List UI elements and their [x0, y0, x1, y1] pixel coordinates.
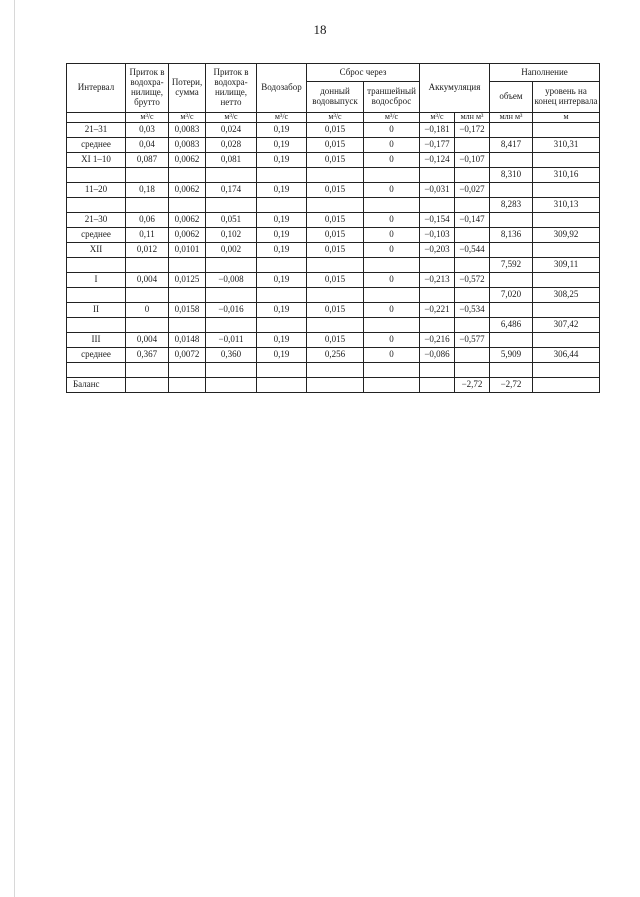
table-row — [67, 273, 600, 288]
table-row — [67, 138, 600, 153]
value-cell — [206, 318, 257, 333]
value-cell — [364, 258, 420, 273]
value-cell — [257, 168, 307, 183]
value-cell: 0,19 — [257, 303, 307, 318]
value-cell: −0,572 — [455, 273, 490, 288]
value-cell: 0,002 — [206, 243, 257, 258]
header-inflow-gross: Приток в водохра-нилище, брутто — [126, 64, 169, 113]
value-cell: 0,015 — [307, 123, 364, 138]
value-cell: 309,92 — [533, 228, 600, 243]
value-cell — [533, 243, 600, 258]
interval-cell: среднее — [67, 348, 126, 363]
value-cell: 0,015 — [307, 153, 364, 168]
value-cell: 0 — [364, 333, 420, 348]
value-cell: −0,203 — [420, 243, 455, 258]
page-edge — [14, 0, 15, 897]
value-cell — [126, 168, 169, 183]
value-cell — [420, 363, 455, 378]
value-cell — [533, 123, 600, 138]
table-body — [67, 123, 600, 393]
value-cell: 0,015 — [307, 138, 364, 153]
interval-cell: I — [67, 273, 126, 288]
value-cell: 0,0062 — [169, 153, 206, 168]
value-cell: 0,367 — [126, 348, 169, 363]
value-cell — [169, 198, 206, 213]
value-cell — [307, 198, 364, 213]
value-cell: 0,015 — [307, 303, 364, 318]
value-cell: 0,0083 — [169, 138, 206, 153]
value-cell — [490, 273, 533, 288]
value-cell: 0,015 — [307, 228, 364, 243]
value-cell — [455, 198, 490, 213]
value-cell — [206, 378, 257, 393]
units-row — [67, 113, 600, 123]
value-cell: 0 — [364, 123, 420, 138]
value-cell — [533, 183, 600, 198]
value-cell — [455, 258, 490, 273]
interval-cell: 21–31 — [67, 123, 126, 138]
header-inflow-net: Приток в водохра-нилище, нетто — [206, 64, 257, 113]
header-level-end: уровень на конец интервала — [533, 82, 600, 113]
header-volume: объем — [490, 82, 533, 113]
value-cell: 0,051 — [206, 213, 257, 228]
value-cell: 0 — [364, 138, 420, 153]
value-cell: 0,19 — [257, 138, 307, 153]
value-cell — [169, 378, 206, 393]
value-cell: 307,42 — [533, 318, 600, 333]
value-cell: 0,19 — [257, 213, 307, 228]
value-cell — [307, 288, 364, 303]
value-cell — [206, 198, 257, 213]
value-cell — [455, 168, 490, 183]
value-cell — [364, 378, 420, 393]
value-cell — [364, 318, 420, 333]
value-cell: 0,19 — [257, 228, 307, 243]
value-cell: −0,016 — [206, 303, 257, 318]
table-row — [67, 243, 600, 258]
value-cell — [490, 213, 533, 228]
value-cell: 0,18 — [126, 183, 169, 198]
value-cell: 0,19 — [257, 348, 307, 363]
value-cell: 8,283 — [490, 198, 533, 213]
value-cell: 0,174 — [206, 183, 257, 198]
value-cell — [257, 378, 307, 393]
value-cell — [206, 168, 257, 183]
value-cell: 0,360 — [206, 348, 257, 363]
value-cell: 0,012 — [126, 243, 169, 258]
value-cell — [455, 363, 490, 378]
value-cell: 0,102 — [206, 228, 257, 243]
table-row — [67, 183, 600, 198]
value-cell — [206, 363, 257, 378]
value-cell — [206, 258, 257, 273]
value-cell: 0,015 — [307, 243, 364, 258]
interval-cell — [67, 258, 126, 273]
value-cell: −0,181 — [420, 123, 455, 138]
value-cell: 8,417 — [490, 138, 533, 153]
unit-cell: м³/с — [169, 113, 206, 123]
value-cell: −2,72 — [490, 378, 533, 393]
table-row — [67, 348, 600, 363]
value-cell: 0 — [126, 303, 169, 318]
interval-cell: среднее — [67, 138, 126, 153]
value-cell — [126, 198, 169, 213]
table-row — [67, 198, 600, 213]
value-cell — [490, 363, 533, 378]
value-cell: 0,0062 — [169, 228, 206, 243]
value-cell: 0,024 — [206, 123, 257, 138]
value-cell — [455, 138, 490, 153]
value-cell: −0,008 — [206, 273, 257, 288]
interval-cell: XI 1–10 — [67, 153, 126, 168]
page-number: 18 — [313, 22, 327, 37]
header-accumulation: Аккумуляция — [420, 64, 490, 113]
value-cell — [307, 318, 364, 333]
interval-cell — [67, 198, 126, 213]
value-cell — [455, 348, 490, 363]
value-cell: 0,06 — [126, 213, 169, 228]
value-cell — [420, 258, 455, 273]
value-cell: 0,19 — [257, 183, 307, 198]
value-cell: 0 — [364, 243, 420, 258]
table-row — [67, 303, 600, 318]
value-cell: −0,031 — [420, 183, 455, 198]
unit-cell: м³/с — [206, 113, 257, 123]
value-cell — [126, 258, 169, 273]
value-cell: −0,172 — [455, 123, 490, 138]
value-cell: 0,256 — [307, 348, 364, 363]
value-cell: 0,19 — [257, 273, 307, 288]
value-cell: 0 — [364, 228, 420, 243]
value-cell — [420, 168, 455, 183]
value-cell: 5,909 — [490, 348, 533, 363]
header-losses: Потери, сумма — [169, 64, 206, 113]
table-row — [67, 228, 600, 243]
value-cell — [364, 198, 420, 213]
table-row — [67, 153, 600, 168]
interval-cell — [67, 318, 126, 333]
table-row — [67, 318, 600, 333]
value-cell: 0,0125 — [169, 273, 206, 288]
header-discharge: Сброс через — [307, 64, 420, 82]
value-cell: 0,19 — [257, 123, 307, 138]
value-cell — [420, 288, 455, 303]
value-cell — [533, 213, 600, 228]
interval-cell: 11–20 — [67, 183, 126, 198]
value-cell — [126, 288, 169, 303]
value-cell — [169, 318, 206, 333]
value-cell: 0 — [364, 273, 420, 288]
value-cell — [490, 183, 533, 198]
table-row — [67, 213, 600, 228]
table-row — [67, 363, 600, 378]
unit-cell: м — [533, 113, 600, 123]
value-cell: 0,081 — [206, 153, 257, 168]
value-cell: 8,136 — [490, 228, 533, 243]
value-cell — [533, 333, 600, 348]
table-row — [67, 168, 600, 183]
value-cell: 0,03 — [126, 123, 169, 138]
table-row — [67, 333, 600, 348]
value-cell: 0 — [364, 153, 420, 168]
value-cell: −0,213 — [420, 273, 455, 288]
value-cell — [169, 168, 206, 183]
interval-cell: среднее — [67, 228, 126, 243]
value-cell: 0,19 — [257, 243, 307, 258]
value-cell: −2,72 — [455, 378, 490, 393]
value-cell — [169, 288, 206, 303]
value-cell: 0,19 — [257, 333, 307, 348]
value-cell — [169, 258, 206, 273]
value-cell: 0,004 — [126, 273, 169, 288]
value-cell — [490, 153, 533, 168]
unit-cell: млн м³ — [490, 113, 533, 123]
value-cell — [455, 288, 490, 303]
value-cell — [307, 168, 364, 183]
value-cell: −0,086 — [420, 348, 455, 363]
value-cell: 310,16 — [533, 168, 600, 183]
value-cell: 0,028 — [206, 138, 257, 153]
value-cell: 7,592 — [490, 258, 533, 273]
value-cell: 0,0062 — [169, 213, 206, 228]
value-cell: 0,015 — [307, 333, 364, 348]
interval-cell: II — [67, 303, 126, 318]
unit-cell: м³/с — [420, 113, 455, 123]
value-cell: 309,11 — [533, 258, 600, 273]
value-cell — [126, 363, 169, 378]
value-cell: 0,015 — [307, 183, 364, 198]
interval-cell — [67, 168, 126, 183]
value-cell: 0,015 — [307, 273, 364, 288]
value-cell: 0,11 — [126, 228, 169, 243]
value-cell: −0,177 — [420, 138, 455, 153]
value-cell: −0,544 — [455, 243, 490, 258]
value-cell: 7,020 — [490, 288, 533, 303]
value-cell: 0,087 — [126, 153, 169, 168]
value-cell — [455, 228, 490, 243]
interval-cell: III — [67, 333, 126, 348]
value-cell — [533, 153, 600, 168]
value-cell — [420, 378, 455, 393]
interval-cell — [67, 363, 126, 378]
value-cell: 0 — [364, 213, 420, 228]
value-cell: 0 — [364, 183, 420, 198]
value-cell: −0,534 — [455, 303, 490, 318]
value-cell: 6,486 — [490, 318, 533, 333]
value-cell — [420, 198, 455, 213]
value-cell — [533, 363, 600, 378]
value-cell: 0 — [364, 303, 420, 318]
value-cell — [533, 378, 600, 393]
value-cell — [364, 168, 420, 183]
value-cell: 310,13 — [533, 198, 600, 213]
value-cell: −0,011 — [206, 333, 257, 348]
value-cell — [206, 288, 257, 303]
unit-cell: м³/с — [364, 113, 420, 123]
value-cell: 0,015 — [307, 213, 364, 228]
value-cell — [257, 363, 307, 378]
table-row — [67, 123, 600, 138]
value-cell: 306,44 — [533, 348, 600, 363]
interval-cell: XII — [67, 243, 126, 258]
value-cell — [257, 198, 307, 213]
value-cell — [126, 318, 169, 333]
value-cell — [490, 303, 533, 318]
value-cell: 0,0101 — [169, 243, 206, 258]
value-cell — [307, 363, 364, 378]
value-cell: −0,216 — [420, 333, 455, 348]
value-cell: 0,0072 — [169, 348, 206, 363]
value-cell: −0,147 — [455, 213, 490, 228]
interval-cell — [67, 288, 126, 303]
value-cell: 0,04 — [126, 138, 169, 153]
header-interval: Интервал — [67, 64, 126, 113]
value-cell: 0,004 — [126, 333, 169, 348]
unit-cell: м³/с — [257, 113, 307, 123]
value-cell: 0,0158 — [169, 303, 206, 318]
header-spillway: траншейный водосброс — [364, 82, 420, 113]
table-row — [67, 288, 600, 303]
header-withdrawal: Водозабор — [257, 64, 307, 113]
table-row — [67, 258, 600, 273]
unit-cell: млн м³ — [455, 113, 490, 123]
water-balance-table — [66, 63, 600, 393]
value-cell: −0,221 — [420, 303, 455, 318]
value-cell — [307, 258, 364, 273]
value-cell — [126, 378, 169, 393]
value-cell: 0 — [364, 348, 420, 363]
value-cell — [307, 378, 364, 393]
table-row — [67, 378, 600, 393]
interval-cell: Баланс — [67, 378, 126, 393]
value-cell — [420, 318, 455, 333]
value-cell: 0,0083 — [169, 123, 206, 138]
value-cell: 308,25 — [533, 288, 600, 303]
value-cell — [364, 288, 420, 303]
value-cell — [490, 123, 533, 138]
value-cell: −0,103 — [420, 228, 455, 243]
unit-cell-empty — [67, 113, 126, 123]
value-cell — [364, 363, 420, 378]
interval-cell: 21–30 — [67, 213, 126, 228]
value-cell: 310,31 — [533, 138, 600, 153]
unit-cell: м³/с — [307, 113, 364, 123]
value-cell — [169, 363, 206, 378]
value-cell — [455, 318, 490, 333]
value-cell — [257, 288, 307, 303]
value-cell — [490, 243, 533, 258]
value-cell: 0,0148 — [169, 333, 206, 348]
unit-cell: м³/с — [126, 113, 169, 123]
value-cell: 0,0062 — [169, 183, 206, 198]
value-cell: −0,577 — [455, 333, 490, 348]
value-cell — [533, 303, 600, 318]
value-cell — [533, 273, 600, 288]
value-cell: −0,154 — [420, 213, 455, 228]
value-cell: 0,19 — [257, 153, 307, 168]
value-cell — [257, 318, 307, 333]
value-cell: −0,107 — [455, 153, 490, 168]
header-bottom-outlet: донный водовыпуск — [307, 82, 364, 113]
value-cell — [490, 333, 533, 348]
value-cell: −0,027 — [455, 183, 490, 198]
value-cell: −0,124 — [420, 153, 455, 168]
header-filling: Наполнение — [490, 64, 600, 82]
value-cell — [257, 258, 307, 273]
value-cell: 8,310 — [490, 168, 533, 183]
